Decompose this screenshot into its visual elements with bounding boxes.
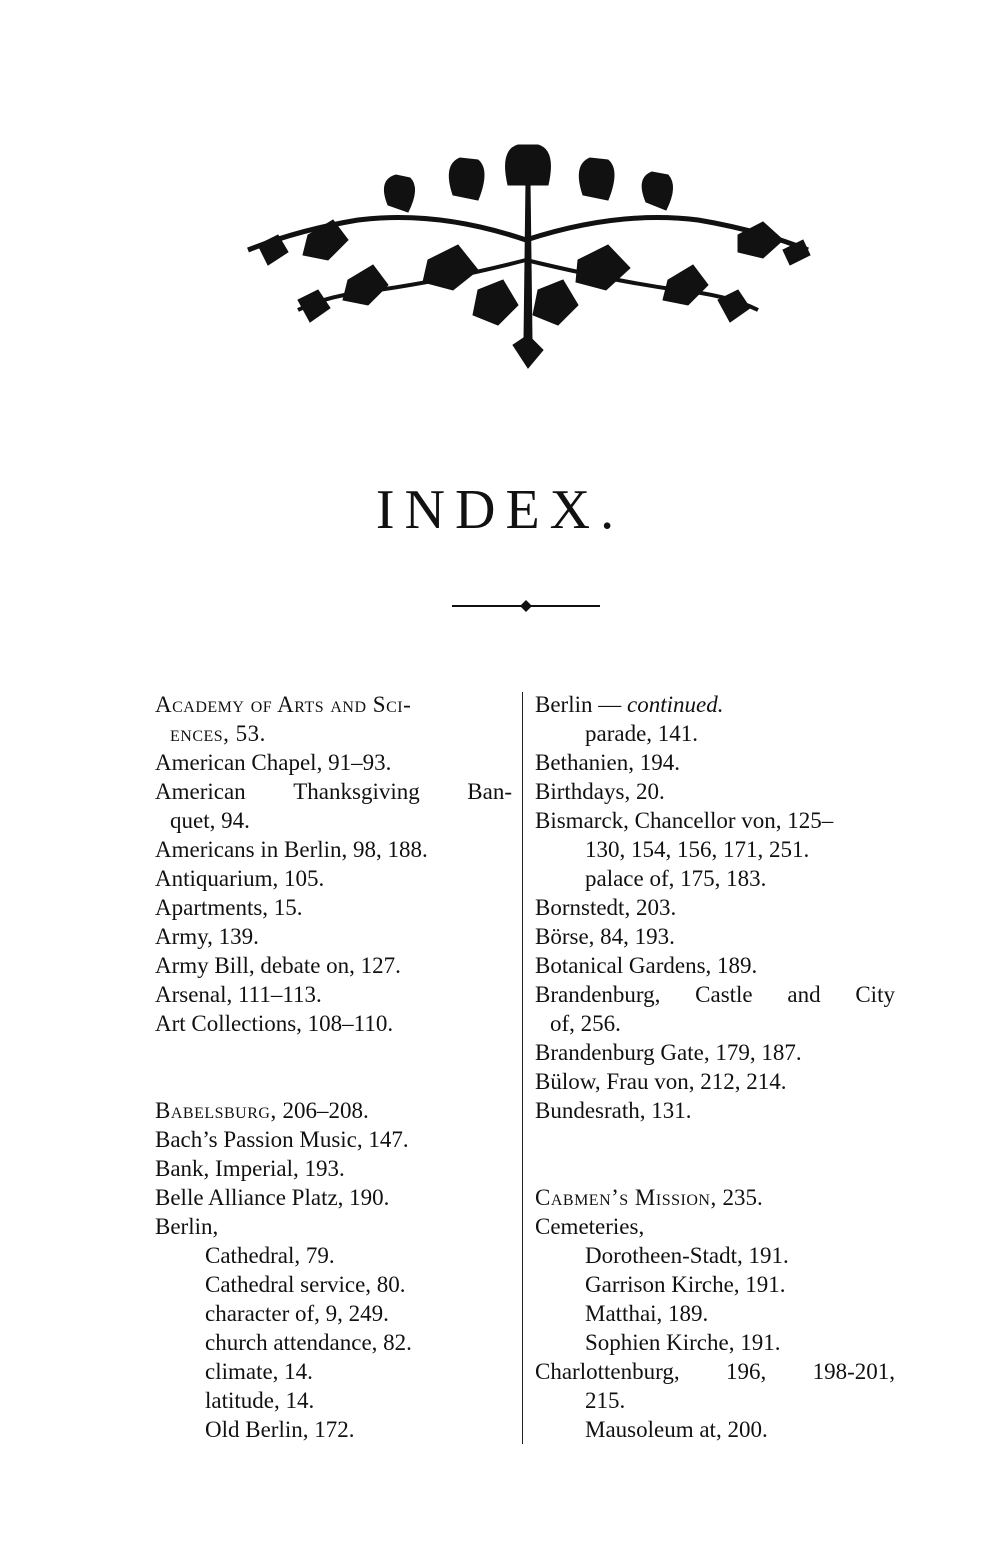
entry-pages: 235. <box>716 1185 763 1210</box>
index-entry <box>535 1183 895 1212</box>
page-title: INDEX. <box>375 479 625 541</box>
index-subentry: parade, 141. <box>585 721 699 746</box>
continued-label: continued. <box>621 692 724 717</box>
entry-word: 196, <box>725 1359 767 1384</box>
index-entry: Birthdays, 20. <box>535 779 665 804</box>
index-entry: Bornstedt, 203. <box>535 895 677 920</box>
index-entry <box>535 980 895 1009</box>
index-subentry: palace of, 175, 183. <box>585 866 767 891</box>
index-subentry: Garrison Kirche, 191. <box>585 1272 786 1297</box>
index-subentry: church attendance, 82. <box>205 1330 412 1355</box>
index-entry-continuation: of, 256. <box>550 1011 621 1036</box>
index-entry-continuation: ences, 53. <box>170 721 266 746</box>
column-divider <box>522 692 523 1444</box>
index-subentry: Dorotheen-Stadt, 191. <box>585 1243 789 1268</box>
index-entry: Brandenburg Gate, 179, 187. <box>535 1040 802 1065</box>
index-entry: Army Bill, debate on, 127. <box>155 953 401 978</box>
index-entry: Berlin, <box>155 1214 219 1239</box>
entry-pages: 206–208. <box>276 1098 369 1123</box>
thistle-ornament <box>238 140 814 370</box>
entry-head: Babelsburg, <box>155 1098 277 1123</box>
index-subentry: Old Berlin, 172. <box>205 1417 355 1442</box>
entry-word: and <box>787 982 821 1007</box>
index-entry-continuation: quet, 94. <box>170 808 250 833</box>
index-entry: Americans in Berlin, 98, 188. <box>155 837 428 862</box>
index-entry: Art Collections, 108–110. <box>155 1011 394 1036</box>
entry-head: Berlin — <box>535 692 622 717</box>
index-entry <box>155 777 512 806</box>
index-entry: Cemeteries, <box>535 1214 645 1239</box>
index-entry: Army, 139. <box>155 924 259 949</box>
index-entry: Bülow, Frau von, 212, 214. <box>535 1069 787 1094</box>
index-entry: Bundesrath, 131. <box>535 1098 692 1123</box>
index-entry <box>155 1096 512 1125</box>
title-rule <box>452 598 600 614</box>
index-subentry: Cathedral service, 80. <box>205 1272 406 1297</box>
index-subentry: Matthai, 189. <box>585 1301 709 1326</box>
index-entry: Apartments, 15. <box>155 895 303 920</box>
entry-word: American <box>155 779 246 804</box>
index-entry: Börse, 84, 193. <box>535 924 675 949</box>
entry-word: Thanksgiving <box>293 779 420 804</box>
index-entry: Botanical Gardens, 189. <box>535 953 758 978</box>
entry-word: Castle <box>695 982 753 1007</box>
index-entry <box>535 690 895 719</box>
index-subentry: character of, 9, 249. <box>205 1301 389 1326</box>
index-entry: Academy of Arts and Sci- <box>155 692 412 717</box>
index-entry <box>535 1357 895 1386</box>
index-entry: Bank, Imperial, 193. <box>155 1156 345 1181</box>
index-entry: Antiquarium, 105. <box>155 866 325 891</box>
index-subentry: Sophien Kirche, 191. <box>585 1330 781 1355</box>
index-entry-continuation: 215. <box>585 1388 626 1413</box>
entry-word: Charlottenburg, <box>535 1359 680 1384</box>
index-entry: Arsenal, 111–113. <box>155 982 322 1007</box>
entry-word: Brandenburg, <box>535 982 661 1007</box>
index-left-column <box>155 690 512 1444</box>
index-entry: Bach’s Passion Music, 147. <box>155 1127 409 1152</box>
index-subentry: Mausoleum at, 200. <box>585 1417 768 1442</box>
index-subentry: Cathedral, 79. <box>205 1243 335 1268</box>
index-right-column <box>535 690 895 1444</box>
entry-head: Cabmen’s Mission, <box>535 1185 717 1210</box>
index-entry-continuation: 130, 154, 156, 171, 251. <box>585 837 810 862</box>
index-entry: Bismarck, Chancellor von, 125– <box>535 808 834 833</box>
index-entry: Bethanien, 194. <box>535 750 680 775</box>
index-subentry: climate, 14. <box>205 1359 313 1384</box>
entry-word: 198-201, <box>812 1359 895 1384</box>
index-entry: American Chapel, 91–93. <box>155 750 392 775</box>
index-entry: Belle Alliance Platz, 190. <box>155 1185 390 1210</box>
entry-word: City <box>855 982 895 1007</box>
entry-word: Ban- <box>467 779 512 804</box>
index-subentry: latitude, 14. <box>205 1388 315 1413</box>
